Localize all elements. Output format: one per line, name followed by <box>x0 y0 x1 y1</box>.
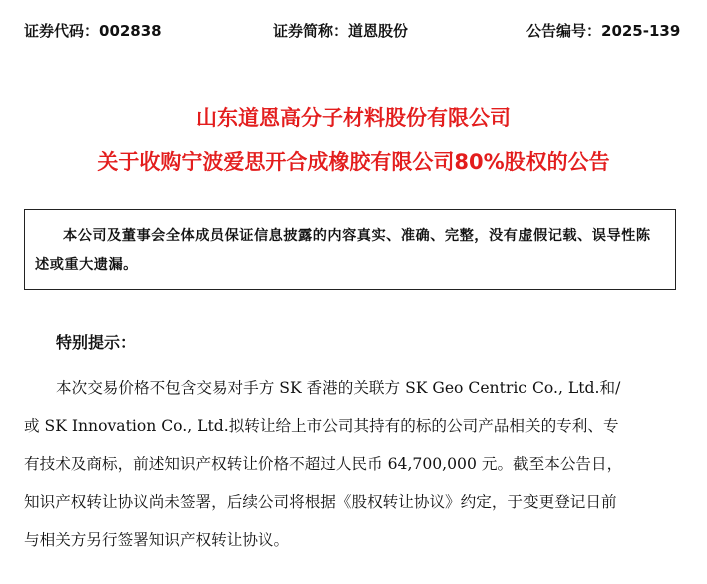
paragraph-line: 本次交易价格不包含交易对手方 SK 香港的关联方 SK Geo Centric Co., Ltd.和/ <box>56 379 621 397</box>
document-header <box>0 20 707 42</box>
paragraph-line: 与相关方另行签署知识产权转让协议。 <box>24 531 290 549</box>
special-tips-paragraph <box>24 369 684 559</box>
disclosure-notice-box <box>24 209 676 290</box>
announcement-number: 公告编号：2025-139 <box>526 22 681 40</box>
stock-short-name: 证券简称：道恩股份 <box>273 22 409 40</box>
paragraph-line: 或 SK Innovation Co., Ltd.拟转让给上市公司其持有的标的公司产品相关的专利、专 <box>24 417 619 435</box>
disclosure-notice-text: 本公司及董事会全体成员保证信息披露的内容真实、准确、完整，没有虚假记载、误导性陈述或重大遗漏。 <box>35 228 651 273</box>
paragraph-line: 知识产权转让协议尚未签署，后续公司将根据《股权转让协议》约定，于变更登记日前 <box>24 493 617 511</box>
stock-code: 证券代码：002838 <box>24 22 162 40</box>
special-tips-heading: 特别提示： <box>56 333 137 352</box>
announcement-subject: 关于收购宁波爱思开合成橡胶有限公司80%股权的公告 <box>97 150 610 174</box>
company-title: 山东道恩高分子材料股份有限公司 <box>196 106 511 130</box>
paragraph-line: 有技术及商标，前述知识产权转让价格不超过人民币 64,700,000 元。截至本公告日， <box>24 455 623 473</box>
